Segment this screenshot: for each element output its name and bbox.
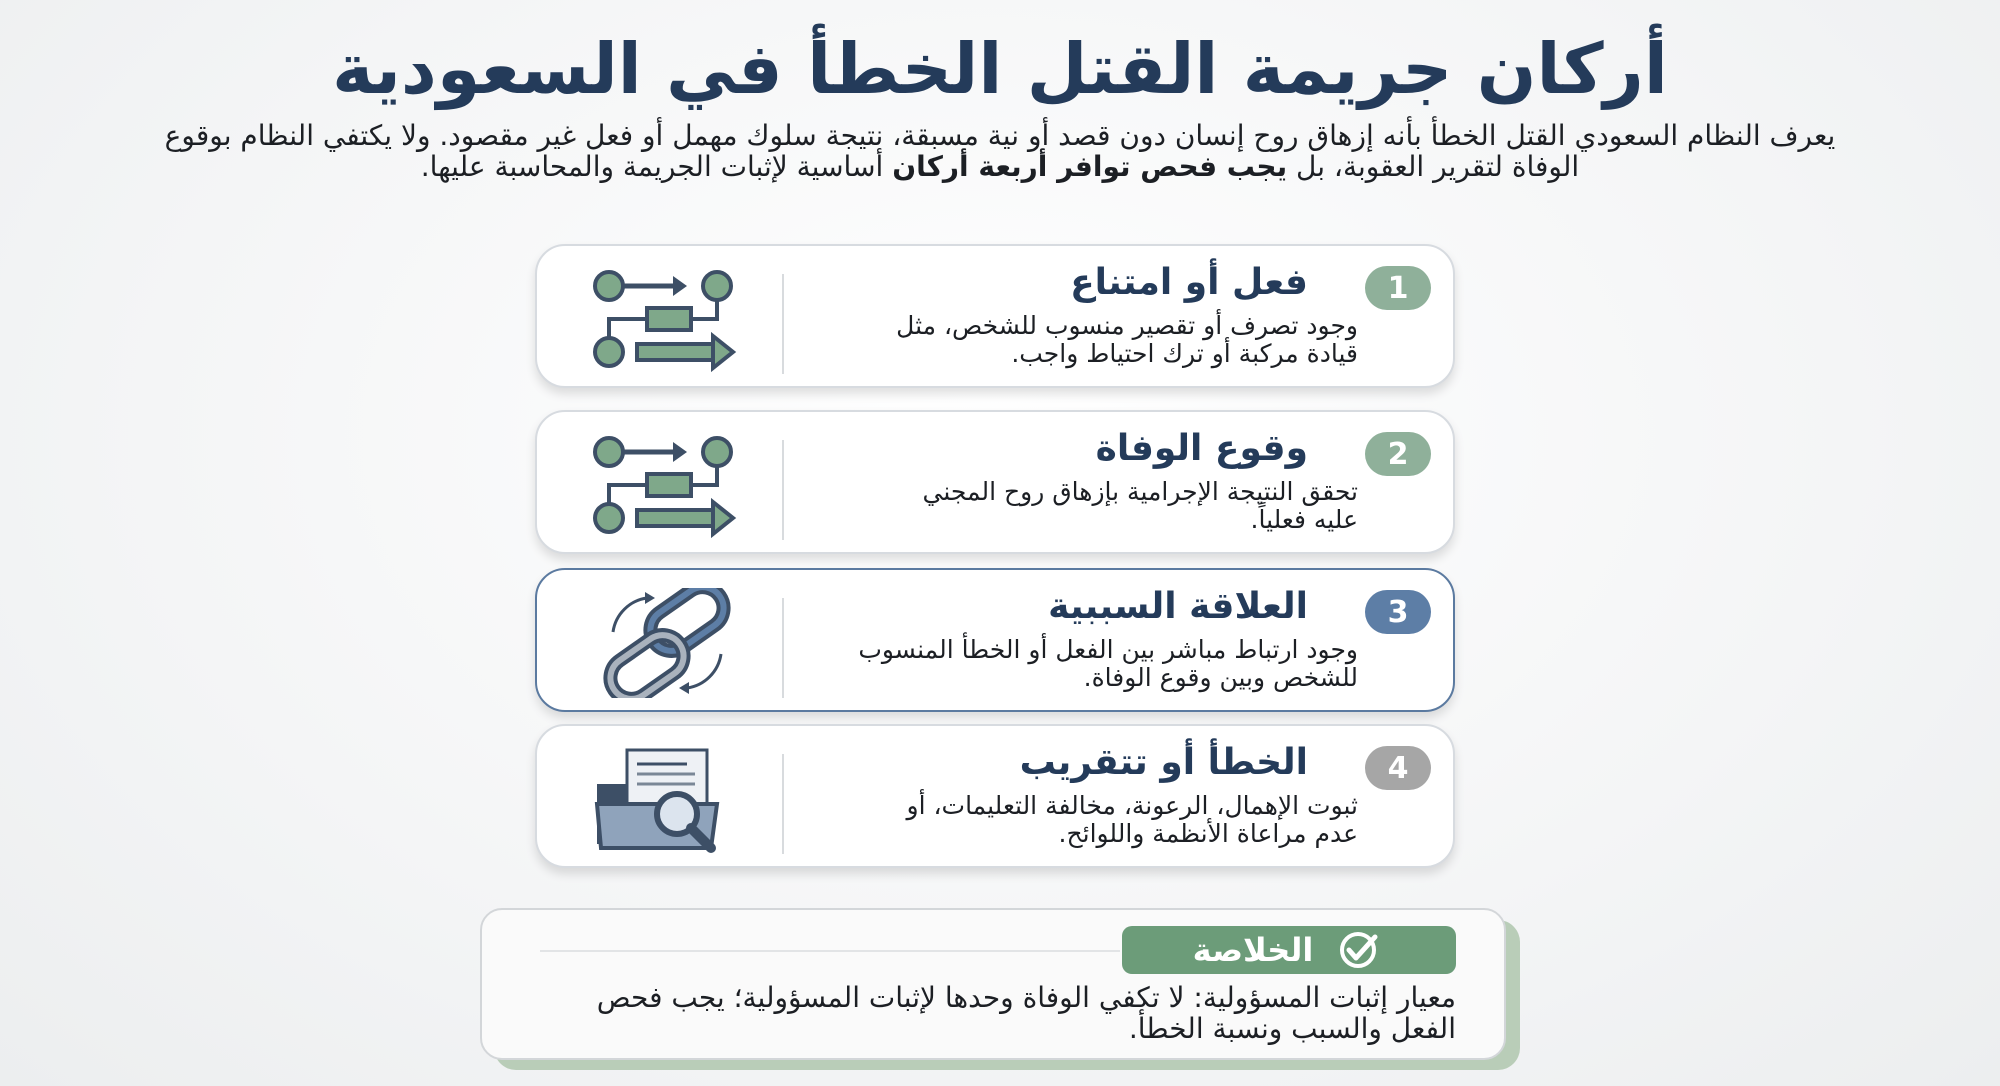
card-divider [782,754,784,854]
pillar-card-fault [535,724,1455,868]
pillar-description: وجود تصرف أو تقصير منسوب للشخص، مثل قيادة مركبة أو ترك احتياط واجب. [896,311,1358,368]
card-divider [782,440,784,540]
pillar-description: وجود ارتباط مباشر بين الفعل أو الخطأ المنسوب للشخص وبين وقوع الوفاة. [858,635,1358,692]
pillar-card-death [535,410,1455,554]
pillar-title: الخطأ أو تتقريب [1019,742,1308,783]
folder-search-icon [587,744,747,854]
intro-end-text: أساسية لإثبات الجريمة والمحاسبة عليها. [420,150,893,183]
pillar-title: وقوع الوفاة [1095,428,1308,469]
intro-text: يعرف النظام السعودي القتل الخطأ بأنه إزهاق روح إنسان دون قصد أو نية مسبقة، نتيجة سلوك مهمل أو فعل غير مقصود. ولا يكتفي النظام بوقوع الوفاة لتقرير العقوبة، بل [164,119,1836,183]
card-divider [782,598,784,698]
chain-link-icon [587,588,747,698]
checkmark-circle-icon [1331,931,1385,969]
flowchart-icon [587,264,747,374]
pillar-title: العلاقة السببية [1048,586,1308,627]
pillar-card-act [535,244,1455,388]
pillar-description: تحقق النتيجة الإجرامية بإزهاق روح المجني عليه فعلياً. [922,477,1358,534]
intro-paragraph [130,120,1870,182]
summary-divider [540,950,1120,952]
page-title: أركان جريمة القتل الخطأ في السعودية [332,28,1668,110]
pillar-title: فعل أو امتناع [1070,262,1308,303]
pillar-number-badge: 1 [1365,266,1431,310]
summary-text: معيار إثبات المسؤولية: لا تكفي الوفاة وحدها لإثبات المسؤولية؛ يجب فحص الفعل والسبب ونسبة الخطأ. [596,981,1456,1045]
pillar-number-badge: 2 [1365,432,1431,476]
summary-box [480,908,1506,1060]
summary-label: الخلاصة [1192,931,1314,969]
summary-badge [1122,926,1456,974]
pillar-card-causation [535,568,1455,712]
pillar-number-badge: 3 [1365,590,1431,634]
intro-bold-text: يجب فحص توافر أربعة أركان [892,150,1288,183]
pillar-number-badge: 4 [1365,746,1431,790]
flowchart-icon [587,430,747,540]
pillar-description: ثبوت الإهمال، الرعونة، مخالفة التعليمات، أو عدم مراعاة الأنظمة واللوائح. [906,791,1358,848]
card-divider [782,274,784,374]
